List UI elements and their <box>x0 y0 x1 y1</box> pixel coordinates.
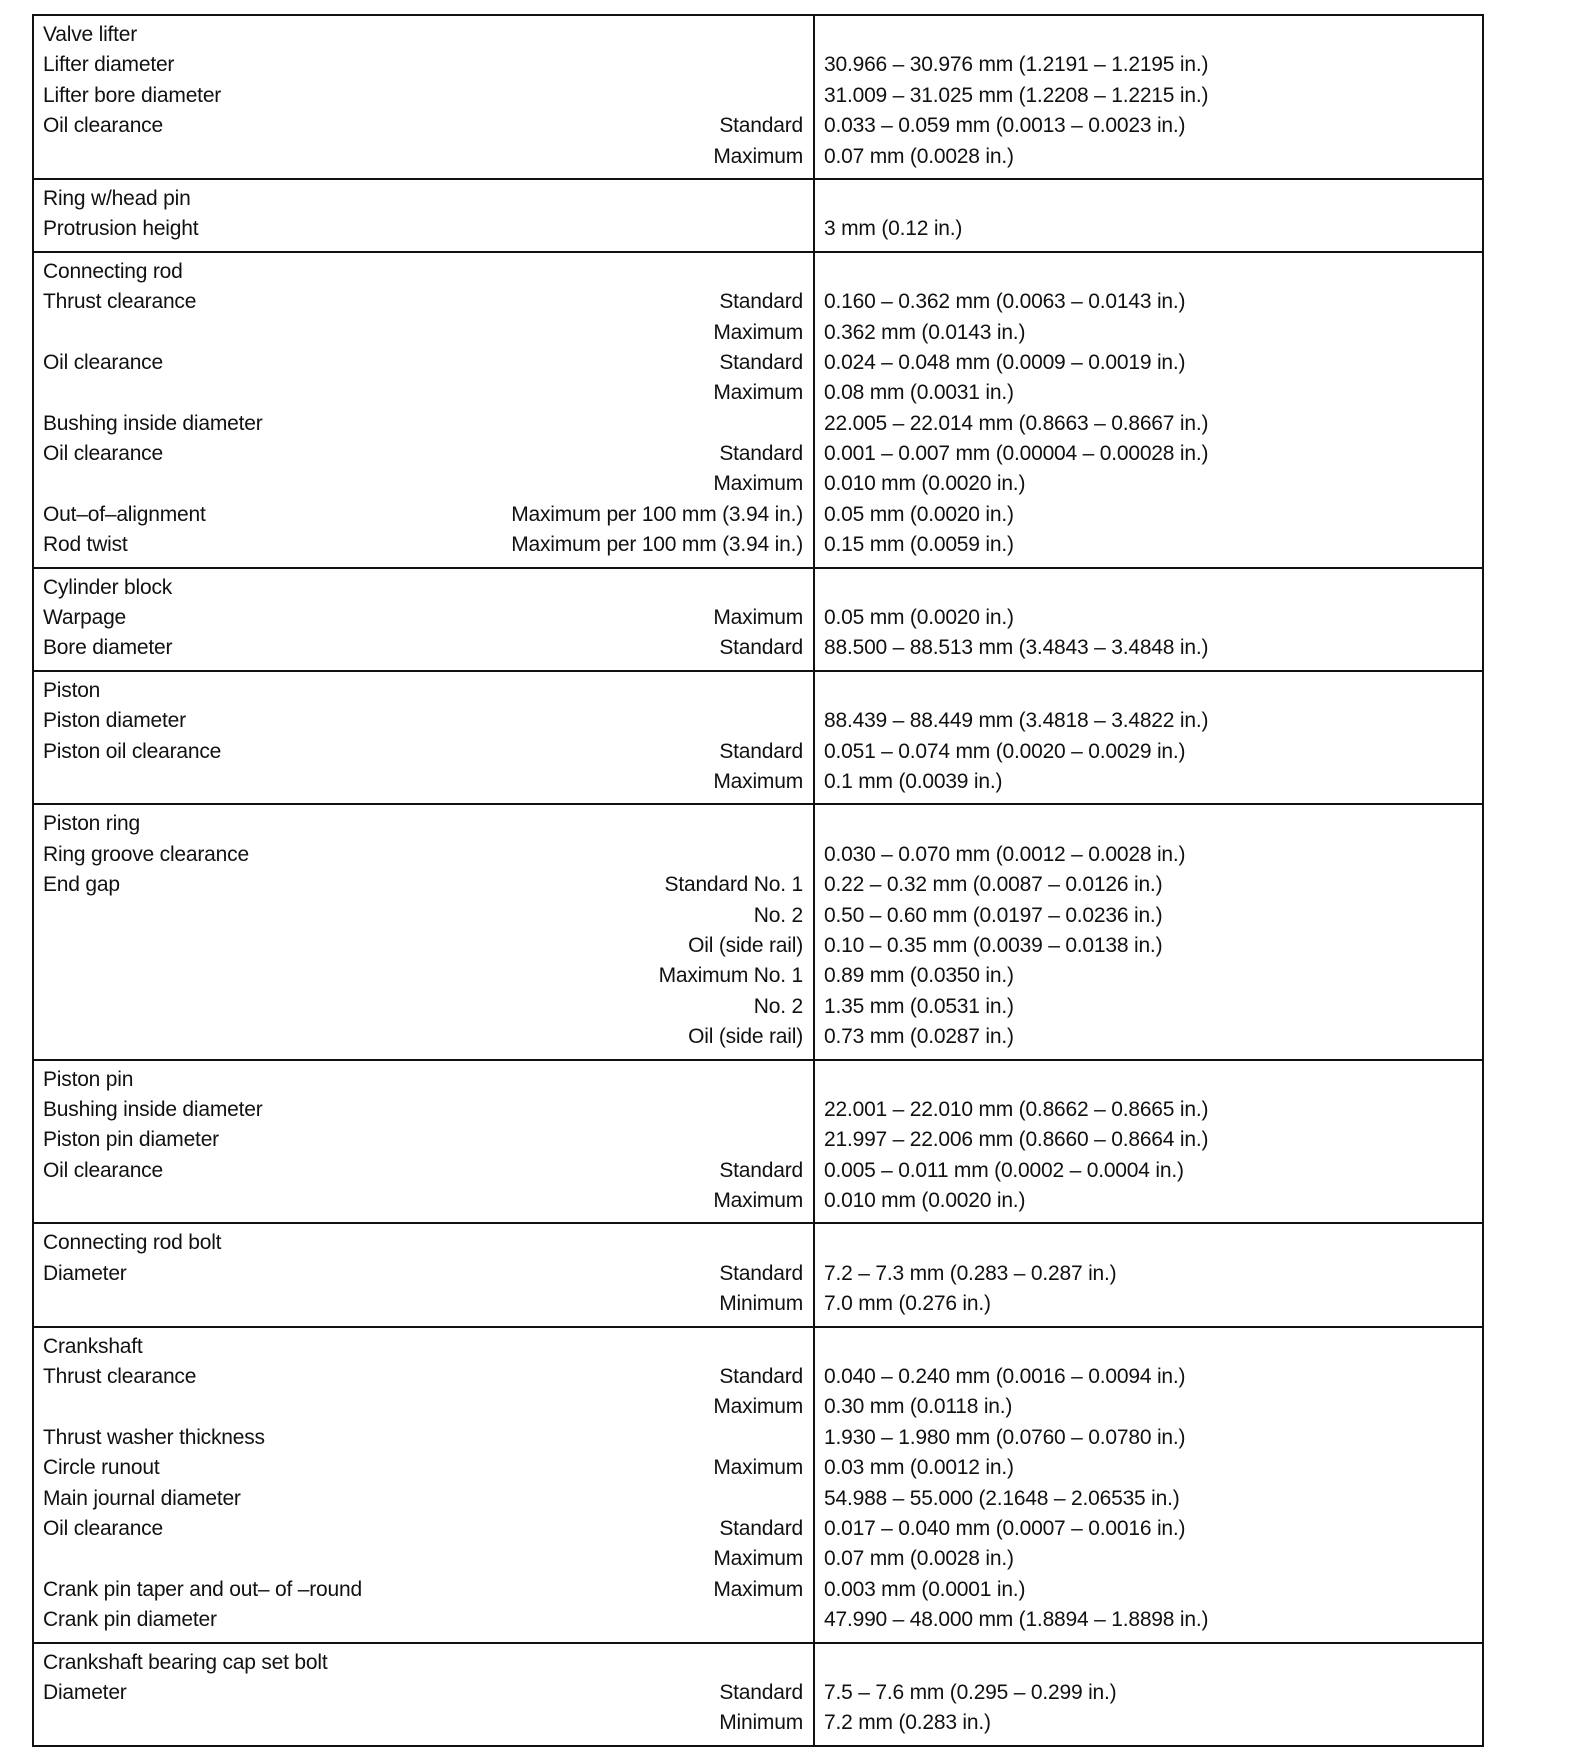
spec-value: 0.010 mm (0.0020 in.) <box>824 1189 1026 1213</box>
spec-row <box>43 500 805 530</box>
section-labels <box>33 179 814 252</box>
spec-value: 0.033 – 0.059 mm (0.0013 – 0.0023 in.) <box>824 114 1186 138</box>
section-title: Piston pin <box>43 1067 134 1091</box>
spec-row <box>43 287 805 317</box>
spec-qualifier: Maximum <box>713 1189 803 1213</box>
section-title: Crankshaft <box>43 1334 143 1358</box>
spec-qualifier <box>803 1095 805 1125</box>
spec-row <box>43 767 805 797</box>
spec-value: 0.07 mm (0.0028 in.) <box>824 144 1014 168</box>
spec-value: 0.030 – 0.070 mm (0.0012 – 0.0028 in.) <box>824 842 1186 866</box>
spec-value-line <box>824 409 1474 439</box>
spec-value: 0.03 mm (0.0012 in.) <box>824 1456 1014 1480</box>
spec-value: 54.988 – 55.000 (2.1648 – 2.06535 in.) <box>824 1486 1180 1510</box>
section-title-line <box>43 1332 805 1362</box>
section-title-line <box>43 573 805 603</box>
spec-row <box>43 318 805 348</box>
spec-row <box>43 1605 805 1635</box>
spec-value-line <box>824 931 1474 961</box>
section-values <box>814 1060 1483 1224</box>
value-spacer <box>824 1332 1474 1362</box>
spec-value-line <box>824 111 1474 141</box>
spec-value-line <box>824 1289 1474 1319</box>
spec-value-line <box>824 1678 1474 1708</box>
value-spacer <box>824 809 1474 839</box>
spec-row <box>43 1484 805 1514</box>
spec-qualifier: Maximum No. 1 <box>658 964 803 988</box>
spec-value: 0.160 – 0.362 mm (0.0063 – 0.0143 in.) <box>824 290 1186 314</box>
section-labels <box>33 804 814 1059</box>
spec-label: Bushing inside diameter <box>43 411 263 435</box>
spec-value-line <box>824 1708 1474 1738</box>
spec-value-line <box>824 287 1474 317</box>
spec-row <box>43 1186 805 1216</box>
section-title: Cylinder block <box>43 575 173 599</box>
spec-label: Lifter bore diameter <box>43 83 222 107</box>
spec-qualifier: Minimum <box>719 1292 803 1316</box>
spec-value-line <box>824 1392 1474 1422</box>
value-spacer <box>824 1228 1474 1258</box>
spec-value: 0.040 – 0.240 mm (0.0016 – 0.0094 in.) <box>824 1365 1186 1389</box>
spec-value-line <box>824 439 1474 469</box>
spec-row <box>43 1423 805 1453</box>
spec-row <box>43 111 805 141</box>
spec-value: 0.1 mm (0.0039 in.) <box>824 769 1003 793</box>
spec-value-line <box>824 1605 1474 1635</box>
spec-qualifier <box>803 1125 805 1155</box>
spec-qualifier: Standard <box>719 739 803 763</box>
spec-qualifier: Maximum <box>713 606 803 630</box>
spec-qualifier: Standard <box>719 1516 803 1540</box>
spec-section <box>33 804 1483 1059</box>
spec-row <box>43 1514 805 1544</box>
spec-row <box>43 378 805 408</box>
spec-value: 0.017 – 0.040 mm (0.0007 – 0.0016 in.) <box>824 1516 1186 1540</box>
spec-value: 1.930 – 1.980 mm (0.0760 – 0.0780 in.) <box>824 1425 1186 1449</box>
spec-row <box>43 901 805 931</box>
spec-value-line <box>824 870 1474 900</box>
section-title-line <box>43 257 805 287</box>
spec-label: Bore diameter <box>43 636 173 660</box>
spec-value-line <box>824 603 1474 633</box>
spec-label: End gap <box>43 873 120 897</box>
spec-row <box>43 50 805 80</box>
spec-row <box>43 1259 805 1289</box>
spec-value-line <box>824 1186 1474 1216</box>
section-title-line <box>43 184 805 214</box>
section-values <box>814 1223 1483 1326</box>
spec-section <box>33 252 1483 568</box>
section-values <box>814 179 1483 252</box>
spec-value-line <box>824 1362 1474 1392</box>
spec-label: Diameter <box>43 1680 127 1704</box>
spec-section <box>33 568 1483 671</box>
section-labels <box>33 1223 814 1326</box>
spec-section <box>33 1643 1483 1746</box>
spec-label: Crank pin taper and out– of –round <box>43 1577 362 1601</box>
spec-row <box>43 1156 805 1186</box>
spec-row <box>43 603 805 633</box>
section-title: Crankshaft bearing cap set bolt <box>43 1650 328 1674</box>
spec-value: 21.997 – 22.006 mm (0.8660 – 0.8664 in.) <box>824 1128 1209 1152</box>
spec-label: Lifter diameter <box>43 53 175 77</box>
spec-qualifier: Maximum <box>713 1547 803 1571</box>
spec-qualifier: Maximum <box>713 1577 803 1601</box>
spec-qualifier: Oil (side rail) <box>688 933 803 957</box>
section-labels <box>33 1643 814 1746</box>
spec-value: 88.500 – 88.513 mm (3.4843 – 3.4848 in.) <box>824 636 1209 660</box>
value-spacer <box>824 257 1474 287</box>
spec-value: 31.009 – 31.025 mm (1.2208 – 1.2215 in.) <box>824 83 1209 107</box>
spec-qualifier: Standard <box>719 442 803 466</box>
spec-value-line <box>824 737 1474 767</box>
section-title-line <box>43 1065 805 1095</box>
spec-value: 7.2 mm (0.283 in.) <box>824 1711 991 1735</box>
spec-label: Thrust washer thickness <box>43 1425 265 1449</box>
value-spacer <box>824 573 1474 603</box>
spec-label: Thrust clearance <box>43 1365 197 1389</box>
spec-label: Bushing inside diameter <box>43 1097 263 1121</box>
spec-row <box>43 1678 805 1708</box>
spec-label: Warpage <box>43 606 127 630</box>
spec-value-line <box>824 1259 1474 1289</box>
spec-label: Oil clearance <box>43 1516 163 1540</box>
spec-value: 47.990 – 48.000 mm (1.8894 – 1.8898 in.) <box>824 1608 1209 1632</box>
spec-label: Rod twist <box>43 533 128 557</box>
spec-row <box>43 530 805 560</box>
spec-qualifier <box>803 1423 805 1453</box>
section-values <box>814 15 1483 179</box>
spec-qualifier: Maximum <box>713 1395 803 1419</box>
spec-row <box>43 706 805 736</box>
spec-value: 0.362 mm (0.0143 in.) <box>824 320 1026 344</box>
spec-qualifier: Standard <box>719 290 803 314</box>
spec-value-line <box>824 706 1474 736</box>
spec-row <box>43 633 805 663</box>
spec-row <box>43 1453 805 1483</box>
spec-value-line <box>824 767 1474 797</box>
spec-qualifier: Maximum <box>713 769 803 793</box>
value-spacer <box>824 1648 1474 1678</box>
value-spacer <box>824 20 1474 50</box>
spec-label: Thrust clearance <box>43 290 197 314</box>
spec-section <box>33 179 1483 252</box>
section-title: Piston ring <box>43 812 141 836</box>
section-title-line <box>43 20 805 50</box>
specification-table <box>32 14 1484 1747</box>
spec-value: 0.22 – 0.32 mm (0.0087 – 0.0126 in.) <box>824 873 1163 897</box>
spec-qualifier: Standard No. 1 <box>664 873 803 897</box>
spec-row <box>43 1362 805 1392</box>
spec-qualifier: Standard <box>719 1158 803 1182</box>
section-labels <box>33 568 814 671</box>
spec-qualifier: Maximum <box>713 381 803 405</box>
spec-value: 0.051 – 0.074 mm (0.0020 – 0.0029 in.) <box>824 739 1186 763</box>
spec-label: Ring groove clearance <box>43 842 249 866</box>
spec-value-line <box>824 901 1474 931</box>
spec-value: 0.15 mm (0.0059 in.) <box>824 533 1014 557</box>
spec-value: 0.10 – 0.35 mm (0.0039 – 0.0138 in.) <box>824 933 1163 957</box>
spec-value: 22.005 – 22.014 mm (0.8663 – 0.8667 in.) <box>824 411 1209 435</box>
value-spacer <box>824 1065 1474 1095</box>
spec-qualifier: No. 2 <box>753 903 803 927</box>
spec-label: Circle runout <box>43 1456 160 1480</box>
spec-value-line <box>824 318 1474 348</box>
section-values <box>814 252 1483 568</box>
spec-value: 0.05 mm (0.0020 in.) <box>824 502 1014 526</box>
spec-label: Main journal diameter <box>43 1486 241 1510</box>
spec-row <box>43 439 805 469</box>
spec-row <box>43 81 805 111</box>
spec-qualifier: Maximum per 100 mm (3.94 in.) <box>511 502 803 526</box>
spec-row <box>43 1289 805 1319</box>
spec-section <box>33 671 1483 805</box>
spec-label: Out–of–alignment <box>43 502 206 526</box>
spec-qualifier: Maximum <box>713 320 803 344</box>
spec-qualifier: Maximum <box>713 1456 803 1480</box>
spec-value: 30.966 – 30.976 mm (1.2191 – 1.2195 in.) <box>824 53 1209 77</box>
spec-value: 3 mm (0.12 in.) <box>824 217 963 241</box>
spec-row <box>43 931 805 961</box>
spec-qualifier: Standard <box>719 636 803 660</box>
section-labels <box>33 1327 814 1643</box>
spec-qualifier: Maximum <box>713 144 803 168</box>
spec-qualifier <box>803 1484 805 1514</box>
spec-row <box>43 870 805 900</box>
value-spacer <box>824 184 1474 214</box>
section-title: Connecting rod bolt <box>43 1231 222 1255</box>
spec-qualifier <box>803 214 805 244</box>
spec-qualifier: Standard <box>719 1261 803 1285</box>
spec-qualifier: Standard <box>719 1365 803 1389</box>
spec-value-line <box>824 50 1474 80</box>
spec-section <box>33 1223 1483 1326</box>
spec-label: Piston pin diameter <box>43 1128 219 1152</box>
spec-label: Oil clearance <box>43 350 163 374</box>
spec-value-line <box>824 530 1474 560</box>
spec-value: 0.010 mm (0.0020 in.) <box>824 472 1026 496</box>
spec-row <box>43 840 805 870</box>
spec-qualifier: No. 2 <box>753 994 803 1018</box>
spec-value-line <box>824 1544 1474 1574</box>
spec-row <box>43 1022 805 1052</box>
spec-label: Piston oil clearance <box>43 739 222 763</box>
value-spacer <box>824 676 1474 706</box>
spec-value-line <box>824 1423 1474 1453</box>
spec-value-line <box>824 81 1474 111</box>
spec-label: Oil clearance <box>43 1158 163 1182</box>
spec-row <box>43 992 805 1022</box>
spec-value: 0.73 mm (0.0287 in.) <box>824 1025 1014 1049</box>
spec-value-line <box>824 633 1474 663</box>
spec-value: 0.024 – 0.048 mm (0.0009 – 0.0019 in.) <box>824 350 1186 374</box>
section-title: Piston <box>43 678 101 702</box>
spec-row <box>43 1095 805 1125</box>
spec-qualifier: Oil (side rail) <box>688 1025 803 1049</box>
spec-value: 88.439 – 88.449 mm (3.4818 – 3.4822 in.) <box>824 709 1209 733</box>
spec-value: 22.001 – 22.010 mm (0.8662 – 0.8665 in.) <box>824 1097 1209 1121</box>
spec-qualifier: Standard <box>719 114 803 138</box>
spec-row <box>43 1392 805 1422</box>
spec-qualifier: Maximum <box>713 472 803 496</box>
spec-qualifier: Maximum per 100 mm (3.94 in.) <box>511 533 803 557</box>
spec-value-line <box>824 1156 1474 1186</box>
spec-row <box>43 1544 805 1574</box>
section-title-line <box>43 1228 805 1258</box>
spec-label: Oil clearance <box>43 442 163 466</box>
section-labels <box>33 15 814 179</box>
section-values <box>814 1643 1483 1746</box>
spec-value: 1.35 mm (0.0531 in.) <box>824 994 1014 1018</box>
spec-value: 7.5 – 7.6 mm (0.295 – 0.299 in.) <box>824 1680 1117 1704</box>
section-values <box>814 671 1483 805</box>
spec-value: 0.08 mm (0.0031 in.) <box>824 381 1014 405</box>
spec-section <box>33 15 1483 179</box>
spec-row <box>43 142 805 172</box>
spec-row <box>43 737 805 767</box>
spec-qualifier <box>803 81 805 111</box>
spec-qualifier: Minimum <box>719 1711 803 1735</box>
spec-value-line <box>824 469 1474 499</box>
spec-qualifier: Standard <box>719 1680 803 1704</box>
spec-value: 0.003 mm (0.0001 in.) <box>824 1577 1026 1601</box>
spec-value-line <box>824 348 1474 378</box>
spec-value-line <box>824 1514 1474 1544</box>
spec-label: Piston diameter <box>43 709 186 733</box>
spec-value-line <box>824 378 1474 408</box>
spec-qualifier <box>803 50 805 80</box>
spec-qualifier <box>803 1605 805 1635</box>
spec-value: 0.89 mm (0.0350 in.) <box>824 964 1014 988</box>
spec-row <box>43 1125 805 1155</box>
spec-value-line <box>824 1022 1474 1052</box>
section-title: Connecting rod <box>43 259 183 283</box>
spec-value-line <box>824 1575 1474 1605</box>
spec-value-line <box>824 1453 1474 1483</box>
spec-label: Diameter <box>43 1261 127 1285</box>
section-labels <box>33 1060 814 1224</box>
spec-section <box>33 1327 1483 1643</box>
spec-qualifier: Standard <box>719 350 803 374</box>
spec-value: 7.2 – 7.3 mm (0.283 – 0.287 in.) <box>824 1261 1117 1285</box>
spec-value: 0.50 – 0.60 mm (0.0197 – 0.0236 in.) <box>824 903 1163 927</box>
section-labels <box>33 252 814 568</box>
spec-value-line <box>824 961 1474 991</box>
spec-value: 0.005 – 0.011 mm (0.0002 – 0.0004 in.) <box>824 1158 1184 1182</box>
spec-label: Protrusion height <box>43 217 199 241</box>
spec-row <box>43 1708 805 1738</box>
spec-value: 7.0 mm (0.276 in.) <box>824 1292 991 1316</box>
spec-qualifier <box>803 840 805 870</box>
spec-row <box>43 1575 805 1605</box>
spec-value-line <box>824 1125 1474 1155</box>
spec-value: 0.05 mm (0.0020 in.) <box>824 606 1014 630</box>
spec-value: 0.001 – 0.007 mm (0.00004 – 0.00028 in.) <box>824 442 1209 466</box>
spec-value-line <box>824 992 1474 1022</box>
section-values <box>814 568 1483 671</box>
spec-value-line <box>824 840 1474 870</box>
section-title: Ring w/head pin <box>43 186 191 210</box>
spec-qualifier <box>803 706 805 736</box>
spec-row <box>43 214 805 244</box>
section-title-line <box>43 676 805 706</box>
section-title-line <box>43 809 805 839</box>
spec-row <box>43 409 805 439</box>
spec-qualifier <box>803 409 805 439</box>
spec-label: Oil clearance <box>43 114 163 138</box>
spec-value-line <box>824 1095 1474 1125</box>
spec-value-line <box>824 214 1474 244</box>
spec-value-line <box>824 1484 1474 1514</box>
section-title-line <box>43 1648 805 1678</box>
spec-label: Crank pin diameter <box>43 1608 217 1632</box>
section-values <box>814 1327 1483 1643</box>
spec-row <box>43 348 805 378</box>
spec-value-line <box>824 500 1474 530</box>
spec-value: 0.30 mm (0.0118 in.) <box>824 1395 1013 1419</box>
spec-row <box>43 961 805 991</box>
section-labels <box>33 671 814 805</box>
spec-value-line <box>824 142 1474 172</box>
spec-section <box>33 1060 1483 1224</box>
spec-row <box>43 469 805 499</box>
section-title: Valve lifter <box>43 23 138 46</box>
section-values <box>814 804 1483 1059</box>
spec-value: 0.07 mm (0.0028 in.) <box>824 1547 1014 1571</box>
